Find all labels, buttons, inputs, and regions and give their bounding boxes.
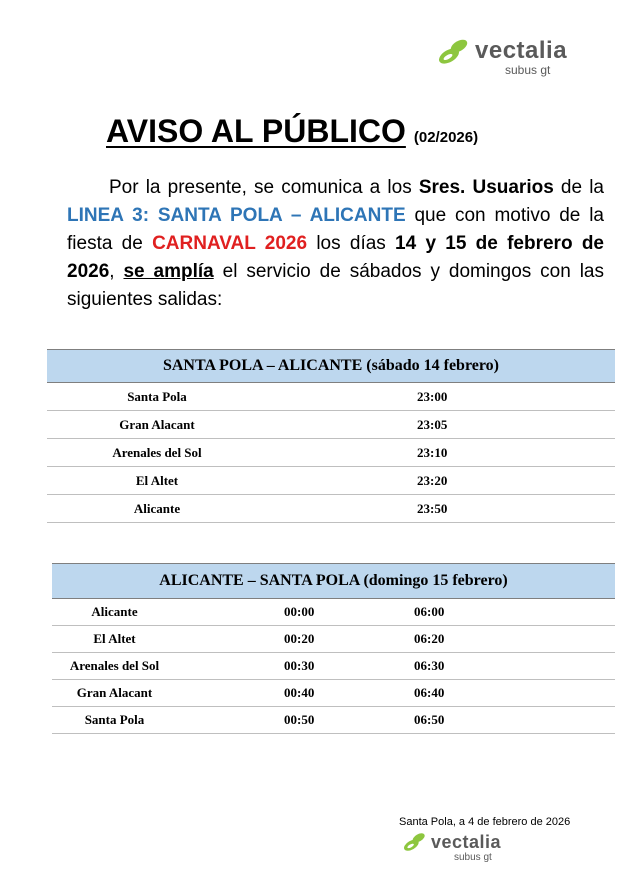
logo-brand: vectalia <box>431 832 502 852</box>
logo-subtitle: subus gt <box>454 852 492 863</box>
stop-name: El Altet <box>135 473 179 488</box>
para-line-name: LINEA 3: SANTA POLA – ALICANTE <box>67 205 406 226</box>
departure-time: 23:10 <box>417 445 448 460</box>
table-row <box>52 626 615 653</box>
departure-time: 23:20 <box>417 473 448 488</box>
notice-title <box>106 113 478 150</box>
stop-name: Arenales del Sol <box>69 658 160 673</box>
stop-name: Arenales del Sol <box>112 445 202 460</box>
title-text: AVISO AL PÚBLICO <box>106 113 406 149</box>
departure-time: 00:20 <box>284 631 315 646</box>
departure-time: 23:05 <box>417 417 448 432</box>
table-header: SANTA POLA – ALICANTE (sábado 14 febrero) <box>47 350 615 383</box>
para-text: que con motivo de la fiesta de <box>67 205 604 254</box>
departure-time: 00:40 <box>284 685 315 700</box>
vectalia-leaf-icon <box>437 38 471 68</box>
table-row <box>47 467 615 495</box>
vectalia-logo <box>437 38 567 77</box>
para-text: de la <box>553 177 604 198</box>
stop-name: Santa Pola <box>127 389 187 404</box>
para-text: los días <box>307 233 396 254</box>
para-text: el servicio de sábados y domingos con las siguientes salidas: <box>67 261 605 310</box>
vectalia-leaf-icon <box>402 832 428 854</box>
stop-name: Gran Alacant <box>119 417 195 432</box>
table-row <box>47 439 615 467</box>
departure-time: 06:00 <box>414 604 445 619</box>
table-row <box>52 599 615 626</box>
departure-time: 00:50 <box>284 712 315 727</box>
stop-name: Alicante <box>91 604 138 619</box>
para-carnaval: CARNAVAL 2026 <box>152 233 308 254</box>
para-dates: 14 y 15 de febrero de 2026 <box>67 233 604 282</box>
stop-name: Gran Alacant <box>76 685 153 700</box>
para-extends: se amplía <box>123 261 214 282</box>
schedule-table-sunday <box>52 563 615 734</box>
notice-paragraph <box>67 174 604 314</box>
departure-time: 06:20 <box>414 631 445 646</box>
logo-brand: vectalia <box>475 37 568 64</box>
table-row <box>47 411 615 439</box>
table-header: ALICANTE – SANTA POLA (domingo 15 febrero) <box>52 564 615 599</box>
table-row <box>47 495 615 523</box>
para-text: Por la presente, se comunica a los <box>109 177 419 198</box>
table-row <box>47 383 615 411</box>
schedule-table-saturday <box>47 349 615 523</box>
departure-time: 23:50 <box>417 501 448 516</box>
departure-time: 00:00 <box>284 604 315 619</box>
departure-time: 23:00 <box>417 389 448 404</box>
para-users: Sres. Usuarios <box>418 177 554 198</box>
table-row <box>52 680 615 707</box>
table-row <box>52 653 615 680</box>
departure-time: 06:30 <box>414 658 445 673</box>
logo-subtitle: subus gt <box>505 63 551 77</box>
departure-time: 00:30 <box>284 658 315 673</box>
para-text: , <box>109 261 124 282</box>
departure-time: 06:40 <box>414 685 445 700</box>
notice-number: (02/2026) <box>413 129 479 146</box>
place-date: Santa Pola, a 4 de febrero de 2026 <box>399 816 571 828</box>
table-row <box>52 707 615 734</box>
stop-name: Alicante <box>133 501 181 516</box>
stop-name: El Altet <box>93 631 136 646</box>
stop-name: Santa Pola <box>84 712 145 727</box>
vectalia-logo <box>402 832 501 863</box>
departure-time: 06:50 <box>414 712 445 727</box>
